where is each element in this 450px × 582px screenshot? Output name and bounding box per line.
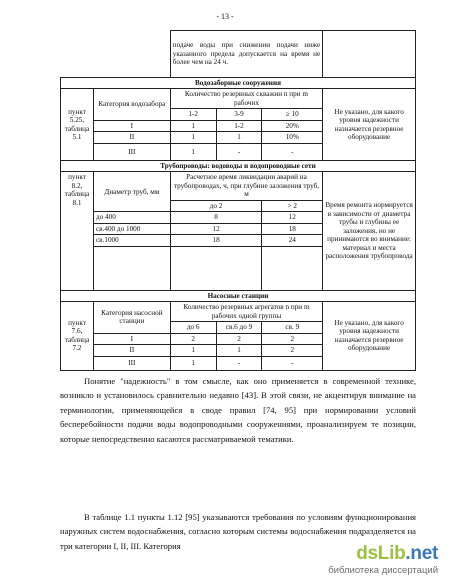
value-cell: - (216, 143, 262, 160)
value-cell: 2 (216, 333, 262, 344)
value-cell: 20% (262, 120, 323, 131)
value-cell: - (262, 356, 323, 370)
subheader-cell: до 6 (170, 322, 216, 333)
section-ref-intakes: пункт 5.25, таблица 5.1 (61, 89, 94, 160)
value-cell: 1 (216, 132, 262, 143)
section-note-pumps: Не указано, для какого уровня надежности назначается резервное оборудование (323, 302, 416, 370)
col-header-intake-category: Категория водозабора (93, 89, 170, 120)
col-header-reserve-wells: Количество резервных скважин n при m рабочих (170, 89, 322, 109)
requirements-table (60, 30, 416, 371)
watermark-subtitle: библиотека диссертаций (328, 565, 438, 576)
subheader-cell: 3-9 (216, 109, 262, 120)
value-cell: 2 (170, 333, 216, 344)
category-cell: III (93, 356, 170, 370)
subheader-cell: > 2 (262, 200, 323, 211)
value-cell: 2 (262, 345, 323, 356)
col-header-pump-category: Категория насосной станции (93, 302, 170, 333)
col-header-reserve-units: Количество резервных агрегатов n при m рабочих одной группы (170, 302, 322, 322)
category-cell: I (93, 120, 170, 131)
value-cell: 2 (262, 333, 323, 344)
diameter-cell: св.1000 (93, 235, 170, 246)
section-note-intakes: Не указано, для какого уровня надежности назначается резервное оборудование (323, 89, 416, 160)
value-cell: 12 (170, 223, 262, 234)
watermark-logo-main: dsLib (356, 543, 406, 564)
section-ref-pipelines: пункт 8.2, таблица 8.1 (61, 172, 94, 290)
watermark-logo-tld: .net (405, 543, 438, 564)
body-paragraph-reliability (60, 374, 416, 446)
subheader-cell: св.6 до 9 (216, 322, 262, 333)
value-cell: - (262, 143, 323, 160)
category-cell: III (93, 143, 170, 160)
value-cell: 1 (170, 345, 216, 356)
subheader-cell: ≥ 10 (262, 109, 323, 120)
col-header-repair-time: Расчетное время ликвидации аварий на трубопроводах, ч, при глубине заложения труб, м (170, 172, 322, 200)
section-title-intakes: Водозаборные сооружения (61, 78, 416, 89)
value-cell: 18 (170, 235, 262, 246)
value-cell: 1-2 (216, 120, 262, 131)
value-cell: 1 (170, 143, 216, 160)
value-cell: 1 (216, 345, 262, 356)
category-cell: II (93, 345, 170, 356)
dslib-watermark (328, 543, 438, 576)
category-cell: I (93, 333, 170, 344)
value-cell: 8 (170, 212, 262, 223)
value-cell: 1 (170, 120, 216, 131)
value-cell: 10% (262, 132, 323, 143)
subheader-cell: св. 9 (262, 322, 323, 333)
value-cell: 1 (170, 132, 216, 143)
subheader-cell: до 2 (170, 200, 262, 211)
diameter-cell: св.400 до 1000 (93, 223, 170, 234)
paragraph-text: Понятие "надежность" в том смысле, как оно применяется в современной технике, возникло и установилось сравнительно недавно [43]. В этой связи, не акцентируя внимание на терминологии, применяющейся в своде правил [74, 95] при нормировании условий бесперебойности подачи воды водопроводными сооружениями, проанализируем те позиции, которые непосредственно касаются рассматриваемой тематики. (60, 376, 416, 444)
diameter-cell: до 400 (93, 212, 170, 223)
section-title-pipelines: Трубопроводы: водоводы и водопроводные сети (61, 160, 416, 171)
section-title-pumps: Насосные станции (61, 290, 416, 301)
watermark-logo (328, 543, 438, 565)
value-cell: 18 (262, 223, 323, 234)
paragraph-text: В таблице 1.1 пункты 1.12 [95] указываются требования по условиям функционирования наружных систем водоснабжения, согласно которым системы водоснабжения подразделяется на три категории I, II, III. Категория (60, 512, 416, 551)
category-cell: II (93, 132, 170, 143)
value-cell: - (216, 356, 262, 370)
subheader-cell: 1-2 (170, 109, 216, 120)
page-number: - 13 - (216, 12, 234, 21)
section-ref-pumps: пункт 7.6, таблица 7.2 (61, 302, 94, 370)
value-cell: 12 (262, 212, 323, 223)
col-header-pipe-diameter: Диаметр труб, мм (93, 172, 170, 212)
table-top-note: подаче воды при снижении подачи ниже указанного предела допускается на время не более чем на 24 ч. (170, 31, 322, 78)
value-cell: 1 (170, 356, 216, 370)
value-cell: 24 (262, 235, 323, 246)
section-note-pipelines: Время ремонта нормируется в зависимости от диаметра трубы и глубины ее заложения, но не принимаются во внимание: материал и места расположения трубопровода (323, 172, 416, 290)
